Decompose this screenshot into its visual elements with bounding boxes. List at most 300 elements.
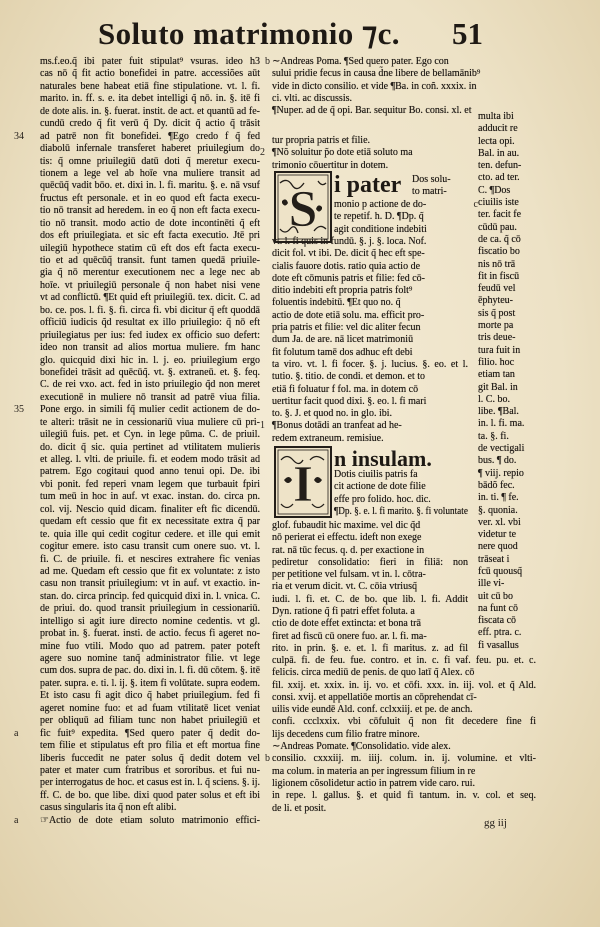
text-line bbox=[40, 802, 260, 814]
text-line bbox=[40, 491, 260, 503]
line-text: Dyn. ratione q̃ fi patri effet foluta. a bbox=[272, 606, 415, 618]
line-text: ci. vlti. ac discussis. bbox=[272, 92, 352, 104]
line-text: felicis. circa mediū de penis. de quo latī q̃ Alex. cō bbox=[272, 667, 475, 679]
line-text: vt. l. fi quis in fundū. §. j. §. loca. Nof. bbox=[272, 236, 427, 247]
line-text: hoīe. vt priuilegiū personale q̃ non habet nisi vene bbox=[40, 279, 260, 291]
line-text: do. dicit q̃ sic. quia pertinet ad vtilitatem mulieris bbox=[40, 441, 260, 453]
text-line bbox=[334, 481, 468, 493]
text-line bbox=[272, 371, 468, 383]
line-text: ¶Nõ soluitur p̃o dote etiā soluto ma bbox=[272, 147, 413, 159]
line-text: tur propria patris et filie. bbox=[272, 135, 371, 146]
text-line bbox=[40, 68, 260, 80]
line-text: de dote alis. in. §. fuerat. instit. de act. et quantū ad fe- bbox=[40, 105, 260, 117]
text-line bbox=[478, 271, 536, 283]
text-line bbox=[40, 367, 260, 379]
text-line bbox=[272, 56, 536, 68]
text-line bbox=[478, 259, 536, 271]
text-line bbox=[40, 56, 270, 68]
line-text: ¶Dp. §. e. l. fi marito. §. fi voluntate bbox=[334, 505, 468, 517]
line-text: fit in fiscū bbox=[478, 270, 520, 282]
text-line bbox=[478, 406, 536, 418]
text-line bbox=[478, 640, 536, 652]
text-line bbox=[40, 504, 260, 516]
line-text: te repetif. h. D. ¶Dp. q̃ bbox=[334, 211, 424, 223]
line-text: cit actione de dote filie bbox=[334, 481, 426, 493]
text-line bbox=[478, 517, 536, 529]
text-line bbox=[272, 520, 468, 532]
lex-summary-beside-heading bbox=[412, 174, 468, 199]
text-line bbox=[272, 384, 468, 396]
text-line bbox=[272, 359, 468, 371]
decorated-initial-frame bbox=[274, 171, 332, 243]
text-line bbox=[272, 408, 468, 420]
line-text: l. C. bo. bbox=[478, 393, 510, 405]
text-line bbox=[40, 355, 260, 367]
text-line bbox=[272, 433, 468, 445]
line-text: na funt cō bbox=[478, 602, 518, 614]
text-line bbox=[272, 396, 468, 408]
text-line bbox=[40, 230, 260, 242]
text-line bbox=[478, 492, 536, 504]
initial-letter: S bbox=[288, 181, 318, 238]
line-text: §. quonia. bbox=[478, 504, 518, 516]
text-line bbox=[40, 429, 260, 441]
text-line bbox=[40, 466, 260, 478]
line-text: uilegiū fuis. pet. et Cyn. in lege pūma. C. de priuil. bbox=[40, 429, 260, 441]
text-line bbox=[478, 332, 536, 344]
decorated-initial-frame bbox=[274, 446, 332, 518]
line-text: pater et mater cum fratribus et sororibus. et fui nu- bbox=[40, 764, 260, 776]
line-text: officiū iudicis q̃d resultat ex illo priuilegio: q̃ nō eft bbox=[40, 317, 260, 329]
line-text: fic fuit⁹ expedita. ¶Sed quero pater q̃ dedit do- bbox=[40, 727, 260, 739]
line-text: vbi ponit. fed reperi vnam legem que turbauit fpiri bbox=[40, 478, 260, 490]
line-text: foluentis indebitū. ¶Et quo no. q̃ bbox=[272, 297, 401, 309]
line-text: ctio de dote effet extincta: et bona trā bbox=[272, 618, 421, 630]
text-line bbox=[40, 317, 260, 329]
text-line bbox=[40, 690, 260, 702]
text-line bbox=[40, 603, 260, 615]
text-line bbox=[40, 180, 260, 192]
text-line bbox=[40, 218, 260, 230]
text-line bbox=[272, 643, 468, 655]
line-text: executionē in muliere nō transit ad patrē viua filia. bbox=[40, 391, 260, 403]
line-text: Et isto casu fi agit dico q̃ habet priuilegium. fed fi bbox=[40, 690, 260, 702]
text-line bbox=[40, 715, 260, 727]
text-line bbox=[40, 653, 260, 665]
line-text: priuilegiatus per ius: fed iudex ex officio suo defert: bbox=[40, 329, 260, 341]
text-line bbox=[412, 174, 468, 186]
line-text: ∼Andreas Pomate. ¶Consolidatio. vide alex. bbox=[272, 741, 451, 753]
line-text: naturales bene habeat etiā fine stipulatione. vt. l. fi. bbox=[40, 80, 260, 92]
line-text: fit folutum tamē dos adhuc eft debi bbox=[272, 346, 413, 358]
text-line bbox=[272, 285, 468, 297]
line-text: lijs decedens cum filio fratre minore. bbox=[272, 728, 420, 740]
line-text: ¶ viij. repio bbox=[478, 467, 524, 479]
line-text: fiscata cō bbox=[478, 615, 517, 627]
line-text: fiscatio bo bbox=[478, 246, 520, 258]
text-line bbox=[272, 778, 536, 790]
line-text: cialis fauore dotis. ratio quia actio de bbox=[272, 260, 421, 272]
text-line bbox=[40, 578, 260, 590]
text-line bbox=[40, 379, 260, 391]
text-line bbox=[40, 417, 260, 429]
text-line bbox=[40, 591, 260, 603]
text-line bbox=[478, 320, 536, 332]
line-text: ms.f.eo.q̃ ibi pater fuit stipulat⁹ vsuras. ideo h3 bbox=[40, 56, 260, 67]
text-line bbox=[272, 297, 468, 309]
line-text: ff. C. de bo. que libe. dixi quod pater solus et eft ibi bbox=[40, 789, 260, 801]
line-text: ad patrē non fit bonefidei. ¶Ego credo f q̃ fed bbox=[40, 130, 260, 142]
text-line bbox=[272, 667, 536, 679]
line-text: marito. in. ff. s. e. ita debet intelligi q̃ nō. in. §. itē fi bbox=[40, 93, 260, 105]
line-text: te alteri: trāsit ne in cessionariū viua muliere cū pri- bbox=[40, 416, 260, 428]
line-text: sului pridie fecus in causa d̃ne libere de bellamānib⁹ bbox=[272, 68, 481, 80]
text-line bbox=[272, 680, 536, 692]
text-line bbox=[478, 295, 536, 307]
line-text: tum meū in hoc in auf. vt exac. instan. do. circa pn. bbox=[40, 491, 260, 503]
line-text: Bal. in au. bbox=[478, 147, 520, 159]
right-column-opening bbox=[272, 56, 536, 117]
text-line bbox=[40, 678, 260, 690]
line-text: ¶Bonus dotādi an tranfeat ad he- bbox=[272, 420, 402, 432]
text-line bbox=[40, 330, 260, 342]
text-line bbox=[272, 93, 536, 105]
line-text: uit cū bo bbox=[478, 590, 513, 602]
margin-marker: a bbox=[14, 814, 19, 826]
text-line bbox=[272, 581, 468, 593]
commentary-block bbox=[272, 520, 468, 655]
text-line bbox=[478, 111, 536, 123]
line-text: bādõ fec. bbox=[478, 479, 515, 491]
decorated-initial bbox=[274, 171, 332, 243]
line-text: multa ibi bbox=[478, 111, 514, 122]
text-line bbox=[40, 292, 260, 304]
line-text: in. l. fi. ma. bbox=[478, 418, 525, 430]
line-text: ria et verum dicit. vt. C. cōia vtriusq̃ bbox=[272, 581, 417, 593]
text-line bbox=[272, 692, 536, 704]
text-line bbox=[40, 665, 260, 677]
line-text: tio nō transit ad heredem. in eo q̃ non eft facta execu- bbox=[40, 205, 260, 217]
line-text: ∼Andreas Poma. ¶Sed quero pater. Ego con bbox=[272, 56, 449, 67]
line-text: patrem. Ego cogitaui quod anno tenui opi. De. ibi bbox=[40, 466, 260, 478]
line-text: fi. C. de priuile. fi. et nescires extrahere fic venias bbox=[40, 553, 260, 565]
line-text: bus. ¶ do. bbox=[478, 455, 517, 467]
margin-marker: 34 bbox=[14, 130, 24, 142]
text-line bbox=[260, 147, 468, 159]
text-line bbox=[478, 345, 536, 357]
text-line bbox=[478, 455, 536, 467]
text-line bbox=[14, 814, 260, 827]
line-text: ta viro. vt. l. fi focer. §. j. lucius. §. eo. et l. bbox=[272, 358, 468, 370]
text-line bbox=[478, 431, 536, 443]
line-text: ideo non transit ad alios mortua muliere. fm hanc bbox=[40, 342, 260, 354]
text-line bbox=[40, 616, 260, 628]
line-text: fructus eft personale. et in eo quod eft facta execu- bbox=[40, 192, 260, 204]
lex-heading: n insulam. bbox=[334, 446, 432, 471]
line-text: confi. ccclxxix. vbi cōfuluit q̃ non fit decedere fine fi bbox=[272, 716, 536, 728]
line-text: ciuilis iste bbox=[478, 197, 519, 209]
text-line bbox=[14, 404, 260, 416]
line-text: dum Ja. de are. nā licet matrimoniū bbox=[272, 334, 414, 346]
text-line bbox=[334, 469, 468, 481]
right-column-summary bbox=[260, 135, 468, 172]
text-line bbox=[40, 777, 260, 789]
text-line bbox=[40, 790, 260, 802]
text-line bbox=[40, 392, 260, 404]
line-text: nō perierat ei effectu. ideft non exege bbox=[272, 532, 422, 544]
text-line bbox=[478, 369, 536, 381]
text-line bbox=[478, 283, 536, 295]
text-line bbox=[40, 305, 260, 317]
line-text: ta. §. fi. bbox=[478, 430, 509, 442]
line-text: ver. xl. vbi bbox=[478, 516, 521, 528]
line-text: pria patris et filie: vel dic aliter fecun bbox=[272, 322, 421, 334]
line-text: cum dos. supra de pac. do. dixi in. l. fi. dū cōtem. §. itē bbox=[40, 665, 260, 677]
line-text: stan. do. circa princip. fed quicquid dixi in. l. vnica. C. bbox=[40, 590, 260, 602]
text-line bbox=[40, 541, 260, 553]
text-line bbox=[40, 255, 260, 267]
text-line bbox=[272, 716, 536, 728]
text-line bbox=[272, 557, 468, 569]
line-text: etiam tan bbox=[478, 369, 515, 381]
text-line bbox=[272, 68, 536, 80]
line-text: col. vij. Nescio quid dicam. finaliter eft fic dicendū. bbox=[40, 503, 260, 515]
text-line bbox=[478, 505, 536, 517]
text-line bbox=[272, 347, 468, 359]
line-text: de priui. do. quod transit priuilegium in cessionariū. bbox=[40, 603, 260, 615]
line-text: quedam eft cessio que fit ex necessitate extra q̃ par bbox=[40, 516, 260, 528]
text-line bbox=[478, 148, 536, 160]
line-text: libe. ¶Bal. bbox=[478, 406, 519, 418]
text-line bbox=[478, 418, 536, 430]
line-text: de vectigali bbox=[478, 443, 525, 455]
text-line bbox=[478, 382, 536, 394]
text-line bbox=[334, 211, 468, 223]
text-line bbox=[272, 655, 536, 667]
margin-marker: 2 bbox=[260, 147, 265, 159]
text-line bbox=[272, 322, 468, 334]
line-text: Dos solu- bbox=[412, 174, 451, 185]
text-line bbox=[478, 172, 536, 184]
line-text: casu non transit priuilegium: vt in auf. vt exactio. in- bbox=[40, 578, 260, 590]
line-text: ☞Actio de dote etiam soluto matrimonio effici- bbox=[40, 814, 260, 826]
line-text: tio et ad quēcūq̃ transit. funt tamen quedā priuile- bbox=[40, 255, 260, 266]
marginal-gloss bbox=[478, 111, 536, 652]
text-line bbox=[478, 443, 536, 455]
text-line bbox=[40, 516, 260, 528]
line-text: mine fuo vtili. Modo quo ad patrem. pater poteft bbox=[40, 640, 260, 652]
text-line bbox=[334, 494, 468, 506]
line-text: dote eft cōmunis patris et filie: fed cō- bbox=[272, 272, 426, 284]
text-line bbox=[40, 81, 260, 93]
line-text: uilis vide eundē Ald. conf. cclxxiij. et pe. de anch. bbox=[272, 704, 473, 716]
text-line bbox=[40, 566, 260, 578]
text-line bbox=[412, 186, 468, 198]
text-line bbox=[272, 236, 468, 248]
text-line bbox=[272, 334, 468, 346]
line-text: nis nō trā bbox=[478, 258, 516, 270]
line-text: feudū vel bbox=[478, 283, 516, 295]
line-text: effe pro folido. hoc. dic. bbox=[334, 493, 431, 505]
text-line bbox=[478, 185, 536, 197]
text-line bbox=[272, 545, 468, 557]
line-text: casus singularis ita q̃ non eft alibi. bbox=[40, 802, 177, 814]
line-text: gia q̃ nō merentur executionem nec a lege nec ab bbox=[40, 267, 260, 279]
text-line bbox=[272, 594, 468, 606]
text-line bbox=[478, 123, 536, 135]
text-line bbox=[478, 222, 536, 234]
line-text: iudi. l. fi. et. C. de bo. que lib. l. fi. Addit bbox=[272, 593, 468, 605]
text-line bbox=[260, 420, 468, 432]
text-line bbox=[478, 246, 536, 258]
line-text: Pone ergo. in simili fq̃ mulier cedit actionem de do- bbox=[40, 404, 260, 416]
text-line bbox=[40, 106, 260, 118]
text-line bbox=[478, 234, 536, 246]
line-text: morte pa bbox=[478, 320, 514, 332]
text-line bbox=[478, 529, 536, 541]
line-text: cas nō q̃ fit actio bonefidei in patre. accessiões aūt bbox=[40, 68, 260, 80]
commentary-block bbox=[260, 236, 468, 445]
text-line bbox=[478, 541, 536, 553]
text-line bbox=[14, 130, 260, 143]
text-line bbox=[40, 529, 260, 541]
text-line bbox=[334, 199, 478, 211]
line-text: eff. ptra. c. bbox=[478, 627, 522, 639]
line-text: ligionem cõsolidetur actio in patrem vide caro. rui. bbox=[272, 777, 475, 789]
line-text: de li. et posit. bbox=[272, 802, 327, 814]
line-text: cto. ad ter. bbox=[478, 172, 520, 184]
text-line bbox=[272, 729, 536, 741]
margin-marker: b bbox=[265, 56, 270, 67]
margin-marker: 35 bbox=[14, 404, 24, 416]
text-line bbox=[478, 160, 536, 172]
line-text: ad me. Quedam eft cessio que fit ex voluntate: z isto bbox=[40, 565, 260, 577]
line-text: probat in. §. fuerat. insti. de actio. fecus fi ageret no- bbox=[40, 628, 260, 640]
line-text: in repe. l. gallus. §. et quid fi tantum. in. v. col. et seq. bbox=[272, 790, 536, 802]
text-line bbox=[272, 135, 468, 147]
text-line bbox=[478, 308, 536, 320]
margin-marker: b bbox=[265, 752, 270, 764]
line-text: uertitur facit quod dixi. §. eo. l. fi mari bbox=[272, 395, 427, 407]
text-line bbox=[272, 81, 536, 93]
text-line bbox=[272, 273, 468, 285]
line-text: cundū credo q̃ fit verū q̃ Dy. dicit q̃ actio q̃ trāsit bbox=[40, 118, 260, 130]
line-text: Dotis ciuilis patris fa bbox=[334, 469, 418, 480]
line-text: lecta opi. bbox=[478, 135, 515, 147]
text-line bbox=[40, 641, 260, 653]
line-text: sis q̃ post bbox=[478, 307, 516, 319]
line-text: agit conditione indebiti bbox=[334, 223, 427, 235]
text-line bbox=[272, 704, 536, 716]
lex-heading: i pater bbox=[334, 172, 402, 198]
line-text: trāseat i bbox=[478, 553, 510, 565]
line-text: et alleg. l. vlti. de priuile. fi. et eodem modo trāsit ad bbox=[40, 454, 260, 465]
line-text: tis: q̃ omne priuilegiū datū doti q̃ meretur execu- bbox=[40, 155, 260, 167]
line-text: bonefidei trāsit ad quēcūq̃. vt. §. extraneū. et. §. feq. bbox=[40, 366, 260, 378]
line-text: vide in dicto consilio. et vide ¶Ba. in coñ. xxxix. in bbox=[272, 80, 477, 92]
text-line bbox=[272, 532, 468, 544]
line-text: consi. xvij. et appellatiōe mortis an cōprehendat cī- bbox=[272, 691, 477, 703]
line-text: tio nō transit. modo actio de dote incontinēti q̃ eft bbox=[40, 217, 260, 229]
line-text: redem extraneum. remisiue. bbox=[272, 432, 384, 444]
text-line bbox=[478, 209, 536, 221]
text-line bbox=[40, 267, 260, 279]
text-line bbox=[40, 93, 260, 105]
text-line bbox=[478, 554, 536, 566]
line-text: consilio. cxxxiij. m. iiij. colum. in. ij. volumine. et vlti- bbox=[272, 753, 536, 765]
line-text: tutio. §. titio. de condi. et demon. et to bbox=[272, 371, 426, 383]
signature-mark: gg iij bbox=[484, 817, 507, 829]
additio-block bbox=[272, 655, 536, 815]
text-line bbox=[40, 118, 260, 130]
text-line bbox=[40, 752, 270, 765]
text-line bbox=[478, 136, 536, 148]
text-line bbox=[40, 143, 260, 155]
line-text: tris deue- bbox=[478, 332, 516, 344]
line-text: rito. in prin. §. e. et. l. fi maritus. z. ad fil bbox=[272, 642, 468, 654]
text-line bbox=[478, 578, 536, 590]
text-line bbox=[272, 753, 536, 765]
line-text: adducit re bbox=[478, 123, 518, 135]
text-line bbox=[478, 615, 536, 627]
text-line bbox=[272, 631, 468, 643]
line-text: tura fuit in bbox=[478, 344, 521, 356]
line-text: etiā fi foluatur f fol. ma. in dotem cō bbox=[272, 383, 419, 395]
text-line bbox=[272, 618, 468, 630]
folio-number: 51 bbox=[452, 16, 483, 51]
text-line bbox=[40, 442, 260, 454]
text-line bbox=[478, 627, 536, 639]
initial-letter: I bbox=[292, 456, 314, 513]
line-text: diabolū infernale transferet haberet priuilegium do bbox=[40, 143, 260, 155]
line-text: git Bal. in bbox=[478, 381, 518, 393]
text-line bbox=[14, 727, 260, 740]
line-text: C. de rei vxo. act. fed in isto priuilegio q̃d non meret bbox=[40, 379, 260, 391]
text-line bbox=[272, 261, 468, 273]
lex-summary-beside-initial bbox=[334, 199, 478, 236]
line-text: te. quia ille qui cedit cogitur cedere. et ille qui emit bbox=[40, 528, 260, 540]
text-line bbox=[40, 168, 260, 180]
line-text: ille vi- bbox=[478, 578, 505, 590]
line-text: liberis fuccedit ne pater solus q̃ dedit dotem vel bbox=[40, 752, 260, 764]
text-line bbox=[478, 394, 536, 406]
line-text: fil. xxij. et. xxix. in. ij. vo. et cōfi. xxx. in. iij. vol. et q̃ Ald. bbox=[272, 679, 536, 691]
text-line bbox=[40, 479, 260, 491]
text-line bbox=[40, 454, 260, 466]
text-line bbox=[40, 628, 260, 640]
text-line bbox=[40, 280, 260, 292]
text-line bbox=[40, 703, 260, 715]
line-text: ageret nomine fuo: et ad fuam vtilitatē licet veniat bbox=[40, 702, 260, 714]
text-line bbox=[272, 248, 468, 260]
text-line bbox=[272, 569, 468, 581]
line-text: trimonio cōuertitur in dotem. bbox=[272, 159, 389, 171]
line-text: quēcūq̃ vadit bōo. et. dixi in. l. fi. maritu. §. e. nā vsuf bbox=[40, 180, 260, 192]
line-text: pediretur consolidatio: fieri in filiā: non bbox=[272, 556, 468, 568]
line-text: firet ad fiscū cū onere fuo. ar. l. fi. ma- bbox=[272, 630, 427, 642]
line-text: culpā. fi. de feu. fue. contro. et in. c. fi vaf. feu. pu. et. c. bbox=[272, 655, 536, 666]
text-line bbox=[478, 468, 536, 480]
text-line bbox=[478, 603, 536, 615]
line-text: cogitur emere. isto casu transit cum onere suo. vt. l. bbox=[40, 541, 260, 553]
line-text: vt ad conflictū. ¶Et quid eft priuilegiū. tex. dicit. C. ad bbox=[40, 292, 260, 304]
text-line bbox=[40, 193, 260, 205]
line-text: de ca. q̃ cō bbox=[478, 233, 521, 245]
left-text-column bbox=[14, 56, 270, 827]
decorated-initial bbox=[274, 446, 332, 518]
text-line bbox=[272, 790, 536, 802]
line-text: pater. supra. e. ti. l. ij. §. item fi volūtate. supra eodem. bbox=[40, 677, 260, 689]
